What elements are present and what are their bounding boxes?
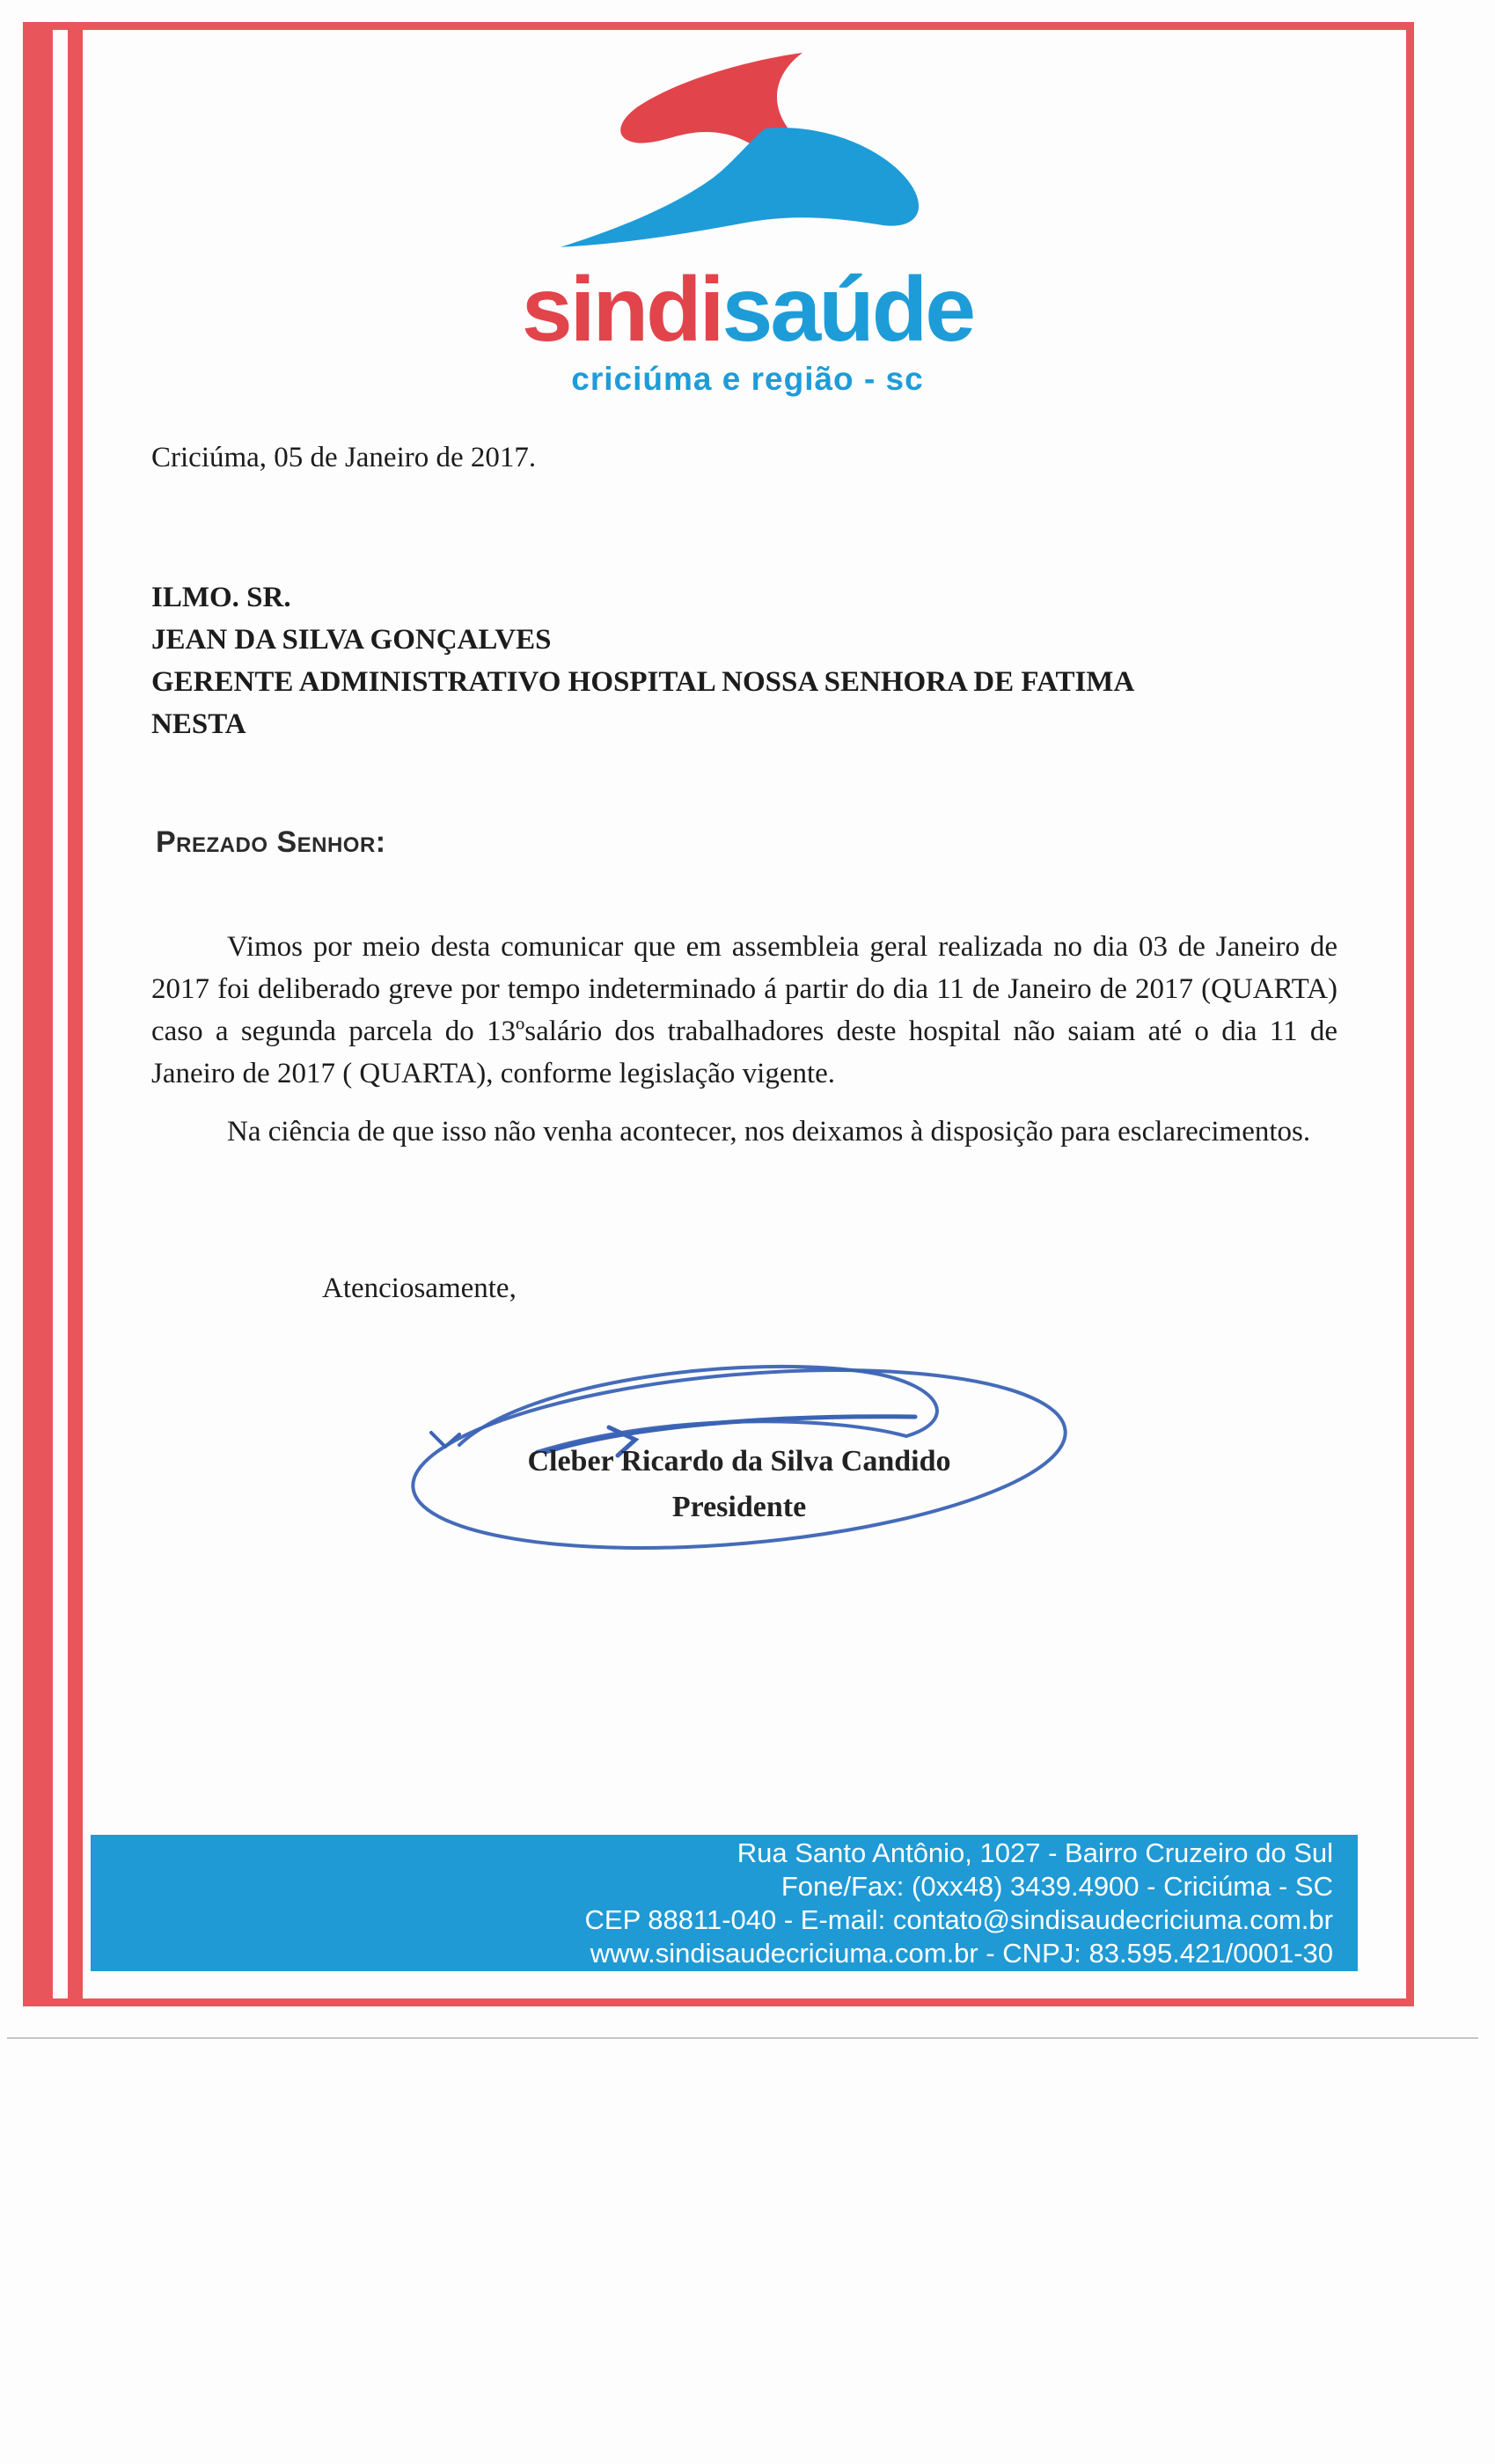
salutation: Prezado Senhor: <box>156 825 386 859</box>
signatory-name: Cleber Ricardo da Silva Candido <box>527 1445 951 1478</box>
frame-top-line <box>23 22 1414 30</box>
footer-email-line: CEP 88811-040 - E-mail: contato@sindisaudecriciuma.com.br <box>584 1903 1333 1935</box>
recipient-block <box>151 576 1348 745</box>
recipient-line: NESTA <box>151 708 246 740</box>
closing-line: Atenciosamente, <box>322 1272 517 1304</box>
paragraph-text: Vimos por meio desta comunicar que em assembleia geral realizada no dia 03 de Janeiro de 2017 foi deliberado greve por tempo indeterminado á partir do dia 11 de Janeiro de 2017 (QUARTA) caso a segunda parcela do 13ºsalário dos trabalhadores deste hospital não saiam até o dia 11 de Janeiro de 2017 ( QUARTA), conforme legislação vigente. <box>151 931 1337 1089</box>
brand-wordmark <box>0 259 1495 361</box>
footer-phone-line: Fone/Fax: (0xx48) 3439.4900 - Criciúma - SC <box>780 1870 1333 1902</box>
brand-tagline: criciúma e região - sc <box>571 361 924 397</box>
sindisaude-logo-icon <box>539 48 956 269</box>
date-line: Criciúma, 05 de Janeiro de 2017. <box>151 442 537 473</box>
footer-contact-bar <box>91 1835 1358 1971</box>
footer-website-line: www.sindisaudecriciuma.com.br - CNPJ: 83.595.421/0001-30 <box>590 1937 1333 1969</box>
body-paragraph-1 <box>151 926 1337 1095</box>
recipient-line: GERENTE ADMINISTRATIVO HOSPITAL NOSSA SENHORA DE FATIMA <box>151 666 1135 698</box>
recipient-line: JEAN DA SILVA GONÇALVES <box>151 624 552 656</box>
recipient-line: ILMO. SR. <box>151 582 291 613</box>
body-paragraph-2 <box>151 1111 1337 1153</box>
footer-address-line: Rua Santo Antônio, 1027 - Bairro Cruzeiro do Sul <box>737 1837 1333 1868</box>
brand-wordmark-blue: saúde <box>722 259 974 361</box>
scan-page-edge-line <box>7 2037 1478 2039</box>
frame-bottom-line <box>23 1998 1414 2006</box>
paragraph-text: Na ciência de que isso não venha acontecer, nos deixamos à disposição para esclarecimentos. <box>227 1116 1311 1148</box>
brand-wordmark-red: sindi <box>521 259 722 361</box>
signatory-title: Presidente <box>671 1491 807 1523</box>
